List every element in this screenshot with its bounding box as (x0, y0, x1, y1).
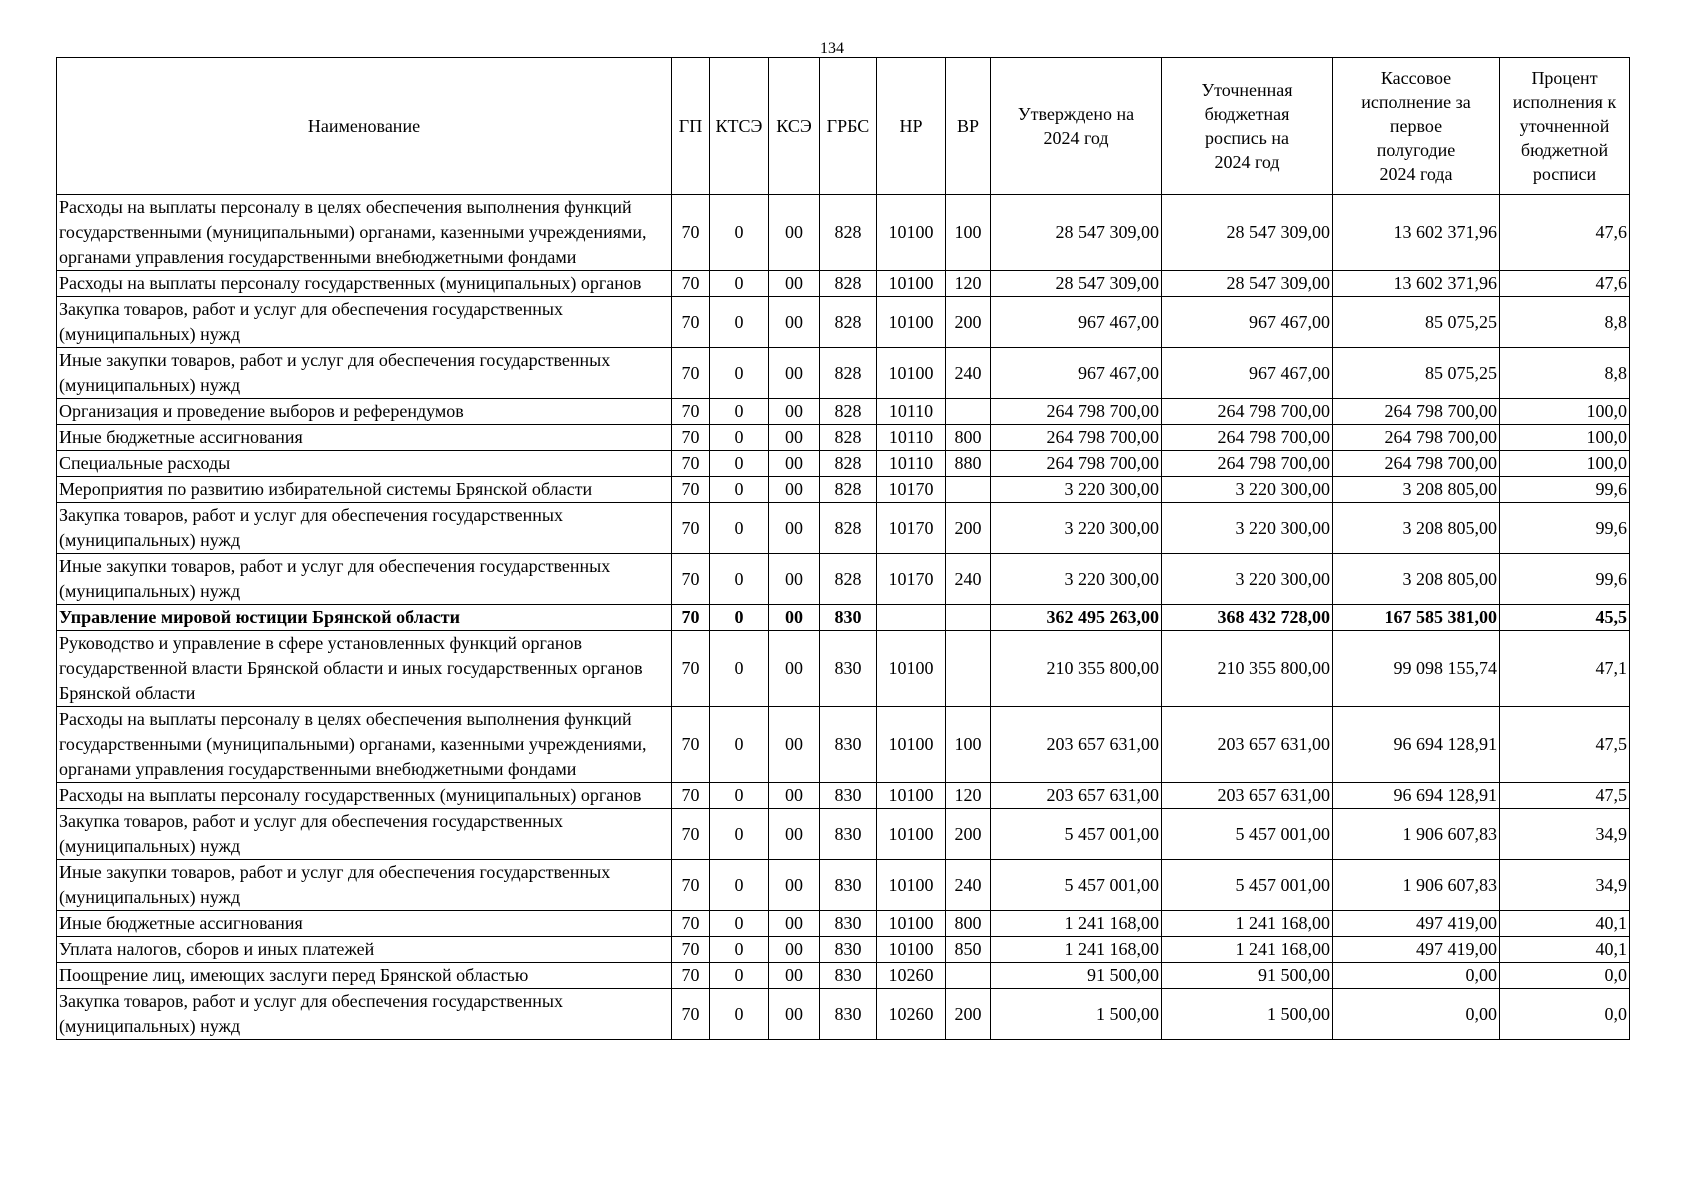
cell-kse: 00 (769, 860, 820, 911)
cell-gp: 70 (672, 809, 710, 860)
cell-percent: 47,5 (1500, 783, 1630, 809)
cell-name: Мероприятия по развитию избирательной системы Брянской области (57, 477, 672, 503)
cell-grbs: 830 (820, 911, 877, 937)
cell-vr: 100 (946, 707, 991, 783)
cell-vr: 200 (946, 809, 991, 860)
cell-vr (946, 399, 991, 425)
table-row (57, 631, 1630, 707)
cell-percent: 47,6 (1500, 195, 1630, 271)
cell-cash: 3 208 805,00 (1333, 503, 1500, 554)
cell-vr (946, 631, 991, 707)
cell-approved: 1 241 168,00 (991, 911, 1162, 937)
cell-np: 10260 (877, 989, 946, 1040)
cell-approved: 3 220 300,00 (991, 554, 1162, 605)
cell-kse: 00 (769, 554, 820, 605)
cell-cash: 3 208 805,00 (1333, 477, 1500, 503)
cell-vr (946, 605, 991, 631)
cell-name: Организация и проведение выборов и референдумов (57, 399, 672, 425)
cell-kse: 00 (769, 451, 820, 477)
cell-percent: 100,0 (1500, 451, 1630, 477)
header-refined: Уточненная бюджетная роспись на 2024 год (1162, 58, 1333, 195)
cell-kse: 00 (769, 271, 820, 297)
cell-cash: 96 694 128,91 (1333, 707, 1500, 783)
cell-refined: 91 500,00 (1162, 963, 1333, 989)
header-grbs: ГРБС (820, 58, 877, 195)
cell-approved: 5 457 001,00 (991, 809, 1162, 860)
cell-refined: 203 657 631,00 (1162, 783, 1333, 809)
table-row (57, 399, 1630, 425)
page-number: 134 (820, 40, 844, 57)
cell-refined: 264 798 700,00 (1162, 451, 1333, 477)
cell-cash: 497 419,00 (1333, 937, 1500, 963)
table-row (57, 707, 1630, 783)
cell-percent: 47,1 (1500, 631, 1630, 707)
cell-name: Расходы на выплаты персоналу государственных (муниципальных) органов (57, 271, 672, 297)
cell-np: 10100 (877, 809, 946, 860)
cell-np: 10110 (877, 451, 946, 477)
cell-percent: 40,1 (1500, 937, 1630, 963)
cell-name: Расходы на выплаты персоналу государственных (муниципальных) органов (57, 783, 672, 809)
cell-np: 10110 (877, 399, 946, 425)
cell-gp: 70 (672, 477, 710, 503)
cell-grbs: 830 (820, 631, 877, 707)
cell-percent: 100,0 (1500, 399, 1630, 425)
cell-gp: 70 (672, 195, 710, 271)
table-row (57, 963, 1630, 989)
cell-ktse: 0 (710, 989, 769, 1040)
cell-ktse: 0 (710, 425, 769, 451)
cell-kse: 00 (769, 605, 820, 631)
cell-gp: 70 (672, 783, 710, 809)
cell-np: 10100 (877, 937, 946, 963)
cell-vr: 850 (946, 937, 991, 963)
cell-percent: 40,1 (1500, 911, 1630, 937)
cell-name: Поощрение лиц, имеющих заслуги перед Брянской областью (57, 963, 672, 989)
cell-ktse: 0 (710, 477, 769, 503)
table-row (57, 809, 1630, 860)
cell-approved: 203 657 631,00 (991, 783, 1162, 809)
cell-refined: 210 355 800,00 (1162, 631, 1333, 707)
cell-cash: 85 075,25 (1333, 348, 1500, 399)
cell-ktse: 0 (710, 451, 769, 477)
cell-np: 10100 (877, 860, 946, 911)
table-row (57, 297, 1630, 348)
header-kse: КСЭ (769, 58, 820, 195)
cell-gp: 70 (672, 503, 710, 554)
cell-percent: 47,5 (1500, 707, 1630, 783)
cell-vr: 200 (946, 503, 991, 554)
cell-ktse: 0 (710, 783, 769, 809)
header-ktse: КТСЭ (710, 58, 769, 195)
cell-cash: 497 419,00 (1333, 911, 1500, 937)
cell-percent: 34,9 (1500, 809, 1630, 860)
cell-name: Закупка товаров, работ и услуг для обеспечения государственных (муниципальных) нужд (57, 297, 672, 348)
header-vr: ВР (946, 58, 991, 195)
cell-refined: 3 220 300,00 (1162, 554, 1333, 605)
cell-approved: 264 798 700,00 (991, 425, 1162, 451)
cell-approved: 1 500,00 (991, 989, 1162, 1040)
cell-name: Руководство и управление в сфере установленных функций органов государственной власти Брянской области и иных государственных органов Брянской области (57, 631, 672, 707)
cell-approved: 1 241 168,00 (991, 937, 1162, 963)
cell-grbs: 830 (820, 963, 877, 989)
cell-np: 10170 (877, 503, 946, 554)
header-gp: ГП (672, 58, 710, 195)
cell-gp: 70 (672, 451, 710, 477)
cell-name: Управление мировой юстиции Брянской области (57, 605, 672, 631)
cell-np: 10100 (877, 195, 946, 271)
cell-approved: 28 547 309,00 (991, 271, 1162, 297)
cell-np: 10100 (877, 271, 946, 297)
cell-cash: 0,00 (1333, 989, 1500, 1040)
cell-np: 10100 (877, 911, 946, 937)
cell-np: 10110 (877, 425, 946, 451)
cell-approved: 967 467,00 (991, 348, 1162, 399)
table-row (57, 451, 1630, 477)
cell-np: 10260 (877, 963, 946, 989)
cell-kse: 00 (769, 348, 820, 399)
cell-refined: 1 241 168,00 (1162, 911, 1333, 937)
cell-kse: 00 (769, 989, 820, 1040)
cell-cash: 1 906 607,83 (1333, 860, 1500, 911)
cell-ktse: 0 (710, 707, 769, 783)
cell-gp: 70 (672, 860, 710, 911)
cell-ktse: 0 (710, 937, 769, 963)
cell-approved: 28 547 309,00 (991, 195, 1162, 271)
cell-percent: 0,0 (1500, 963, 1630, 989)
cell-refined: 264 798 700,00 (1162, 425, 1333, 451)
table-row (57, 989, 1630, 1040)
cell-name: Специальные расходы (57, 451, 672, 477)
header-name: Наименование (57, 58, 672, 195)
cell-grbs: 828 (820, 348, 877, 399)
cell-approved: 203 657 631,00 (991, 707, 1162, 783)
cell-grbs: 828 (820, 477, 877, 503)
cell-gp: 70 (672, 937, 710, 963)
table-row (57, 911, 1630, 937)
cell-percent: 99,6 (1500, 477, 1630, 503)
cell-vr: 120 (946, 783, 991, 809)
cell-ktse: 0 (710, 399, 769, 425)
cell-cash: 0,00 (1333, 963, 1500, 989)
cell-np: 10170 (877, 477, 946, 503)
cell-gp: 70 (672, 911, 710, 937)
cell-vr: 880 (946, 451, 991, 477)
table-row (57, 195, 1630, 271)
cell-percent: 99,6 (1500, 554, 1630, 605)
cell-grbs: 830 (820, 783, 877, 809)
cell-ktse: 0 (710, 348, 769, 399)
header-percent: Процент исполнения к уточненной бюджетной росписи (1500, 58, 1630, 195)
cell-np: 10100 (877, 631, 946, 707)
cell-percent: 99,6 (1500, 503, 1630, 554)
cell-cash: 13 602 371,96 (1333, 195, 1500, 271)
cell-kse: 00 (769, 399, 820, 425)
cell-grbs: 830 (820, 809, 877, 860)
cell-refined: 5 457 001,00 (1162, 809, 1333, 860)
cell-refined: 28 547 309,00 (1162, 271, 1333, 297)
cell-kse: 00 (769, 477, 820, 503)
cell-name: Иные бюджетные ассигнования (57, 911, 672, 937)
cell-np (877, 605, 946, 631)
cell-grbs: 828 (820, 425, 877, 451)
cell-refined: 368 432 728,00 (1162, 605, 1333, 631)
cell-kse: 00 (769, 631, 820, 707)
cell-vr (946, 477, 991, 503)
cell-name: Расходы на выплаты персоналу в целях обеспечения выполнения функций государственными (муниципальными) органами, казенными учреждениями, органами управления государственными внебюджетными фондами (57, 195, 672, 271)
cell-gp: 70 (672, 554, 710, 605)
cell-vr: 240 (946, 348, 991, 399)
table-row (57, 503, 1630, 554)
cell-cash: 96 694 128,91 (1333, 783, 1500, 809)
cell-grbs: 828 (820, 297, 877, 348)
cell-ktse: 0 (710, 809, 769, 860)
cell-np: 10100 (877, 783, 946, 809)
cell-ktse: 0 (710, 271, 769, 297)
cell-vr: 200 (946, 297, 991, 348)
cell-percent: 34,9 (1500, 860, 1630, 911)
cell-percent: 47,6 (1500, 271, 1630, 297)
cell-name: Расходы на выплаты персоналу в целях обеспечения выполнения функций государственными (муниципальными) органами, казенными учреждениями, органами управления государственными внебюджетными фондами (57, 707, 672, 783)
cell-vr (946, 963, 991, 989)
cell-kse: 00 (769, 503, 820, 554)
budget-table (56, 57, 1630, 1040)
cell-ktse: 0 (710, 297, 769, 348)
cell-approved: 264 798 700,00 (991, 399, 1162, 425)
table-row (57, 271, 1630, 297)
cell-ktse: 0 (710, 605, 769, 631)
cell-grbs: 828 (820, 503, 877, 554)
cell-ktse: 0 (710, 554, 769, 605)
cell-refined: 264 798 700,00 (1162, 399, 1333, 425)
table-row (57, 554, 1630, 605)
table-row (57, 937, 1630, 963)
table-body (57, 195, 1630, 1040)
cell-vr: 200 (946, 989, 991, 1040)
cell-refined: 203 657 631,00 (1162, 707, 1333, 783)
cell-name: Иные бюджетные ассигнования (57, 425, 672, 451)
cell-refined: 5 457 001,00 (1162, 860, 1333, 911)
cell-cash: 3 208 805,00 (1333, 554, 1500, 605)
cell-approved: 264 798 700,00 (991, 451, 1162, 477)
header-approved: Утверждено на 2024 год (991, 58, 1162, 195)
cell-kse: 00 (769, 297, 820, 348)
table-row (57, 425, 1630, 451)
cell-ktse: 0 (710, 631, 769, 707)
cell-kse: 00 (769, 425, 820, 451)
cell-vr: 240 (946, 554, 991, 605)
cell-refined: 3 220 300,00 (1162, 477, 1333, 503)
cell-kse: 00 (769, 809, 820, 860)
cell-approved: 967 467,00 (991, 297, 1162, 348)
cell-grbs: 828 (820, 399, 877, 425)
cell-refined: 1 241 168,00 (1162, 937, 1333, 963)
cell-grbs: 828 (820, 554, 877, 605)
cell-kse: 00 (769, 937, 820, 963)
cell-percent: 8,8 (1500, 297, 1630, 348)
cell-gp: 70 (672, 605, 710, 631)
cell-grbs: 828 (820, 451, 877, 477)
cell-cash: 167 585 381,00 (1333, 605, 1500, 631)
table-row (57, 477, 1630, 503)
cell-percent: 8,8 (1500, 348, 1630, 399)
cell-np: 10170 (877, 554, 946, 605)
cell-name: Уплата налогов, сборов и иных платежей (57, 937, 672, 963)
cell-gp: 70 (672, 271, 710, 297)
cell-ktse: 0 (710, 963, 769, 989)
cell-cash: 264 798 700,00 (1333, 451, 1500, 477)
table-row (57, 860, 1630, 911)
cell-gp: 70 (672, 348, 710, 399)
cell-ktse: 0 (710, 503, 769, 554)
cell-gp: 70 (672, 399, 710, 425)
cell-approved: 3 220 300,00 (991, 503, 1162, 554)
cell-ktse: 0 (710, 195, 769, 271)
cell-refined: 3 220 300,00 (1162, 503, 1333, 554)
cell-name: Закупка товаров, работ и услуг для обеспечения государственных (муниципальных) нужд (57, 503, 672, 554)
cell-approved: 362 495 263,00 (991, 605, 1162, 631)
cell-kse: 00 (769, 707, 820, 783)
cell-ktse: 0 (710, 860, 769, 911)
header-np: НР (877, 58, 946, 195)
cell-kse: 00 (769, 195, 820, 271)
cell-gp: 70 (672, 425, 710, 451)
cell-gp: 70 (672, 631, 710, 707)
cell-np: 10100 (877, 707, 946, 783)
cell-kse: 00 (769, 911, 820, 937)
cell-grbs: 828 (820, 195, 877, 271)
cell-vr: 120 (946, 271, 991, 297)
cell-gp: 70 (672, 297, 710, 348)
cell-name: Иные закупки товаров, работ и услуг для обеспечения государственных (муниципальных) нужд (57, 860, 672, 911)
header-cash: Кассовое исполнение за первое полугодие 2024 года (1333, 58, 1500, 195)
cell-vr: 240 (946, 860, 991, 911)
cell-grbs: 830 (820, 989, 877, 1040)
cell-cash: 264 798 700,00 (1333, 399, 1500, 425)
cell-refined: 967 467,00 (1162, 297, 1333, 348)
cell-cash: 1 906 607,83 (1333, 809, 1500, 860)
cell-name: Закупка товаров, работ и услуг для обеспечения государственных (муниципальных) нужд (57, 989, 672, 1040)
cell-ktse: 0 (710, 911, 769, 937)
cell-approved: 3 220 300,00 (991, 477, 1162, 503)
cell-approved: 210 355 800,00 (991, 631, 1162, 707)
cell-refined: 967 467,00 (1162, 348, 1333, 399)
cell-grbs: 830 (820, 605, 877, 631)
cell-kse: 00 (769, 783, 820, 809)
cell-gp: 70 (672, 963, 710, 989)
cell-np: 10100 (877, 297, 946, 348)
cell-name: Закупка товаров, работ и услуг для обеспечения государственных (муниципальных) нужд (57, 809, 672, 860)
table-row (57, 783, 1630, 809)
cell-grbs: 830 (820, 860, 877, 911)
table-row (57, 348, 1630, 399)
cell-cash: 13 602 371,96 (1333, 271, 1500, 297)
cell-percent: 45,5 (1500, 605, 1630, 631)
cell-percent: 100,0 (1500, 425, 1630, 451)
cell-grbs: 828 (820, 271, 877, 297)
cell-gp: 70 (672, 989, 710, 1040)
cell-refined: 1 500,00 (1162, 989, 1333, 1040)
table-row (57, 605, 1630, 631)
cell-percent: 0,0 (1500, 989, 1630, 1040)
cell-name: Иные закупки товаров, работ и услуг для обеспечения государственных (муниципальных) нужд (57, 554, 672, 605)
cell-grbs: 830 (820, 707, 877, 783)
cell-cash: 264 798 700,00 (1333, 425, 1500, 451)
cell-np: 10100 (877, 348, 946, 399)
cell-grbs: 830 (820, 937, 877, 963)
cell-refined: 28 547 309,00 (1162, 195, 1333, 271)
cell-name: Иные закупки товаров, работ и услуг для обеспечения государственных (муниципальных) нужд (57, 348, 672, 399)
table-header-row (57, 58, 1630, 195)
cell-vr: 800 (946, 911, 991, 937)
cell-vr: 800 (946, 425, 991, 451)
cell-cash: 99 098 155,74 (1333, 631, 1500, 707)
cell-approved: 91 500,00 (991, 963, 1162, 989)
cell-vr: 100 (946, 195, 991, 271)
cell-kse: 00 (769, 963, 820, 989)
cell-cash: 85 075,25 (1333, 297, 1500, 348)
cell-approved: 5 457 001,00 (991, 860, 1162, 911)
cell-gp: 70 (672, 707, 710, 783)
